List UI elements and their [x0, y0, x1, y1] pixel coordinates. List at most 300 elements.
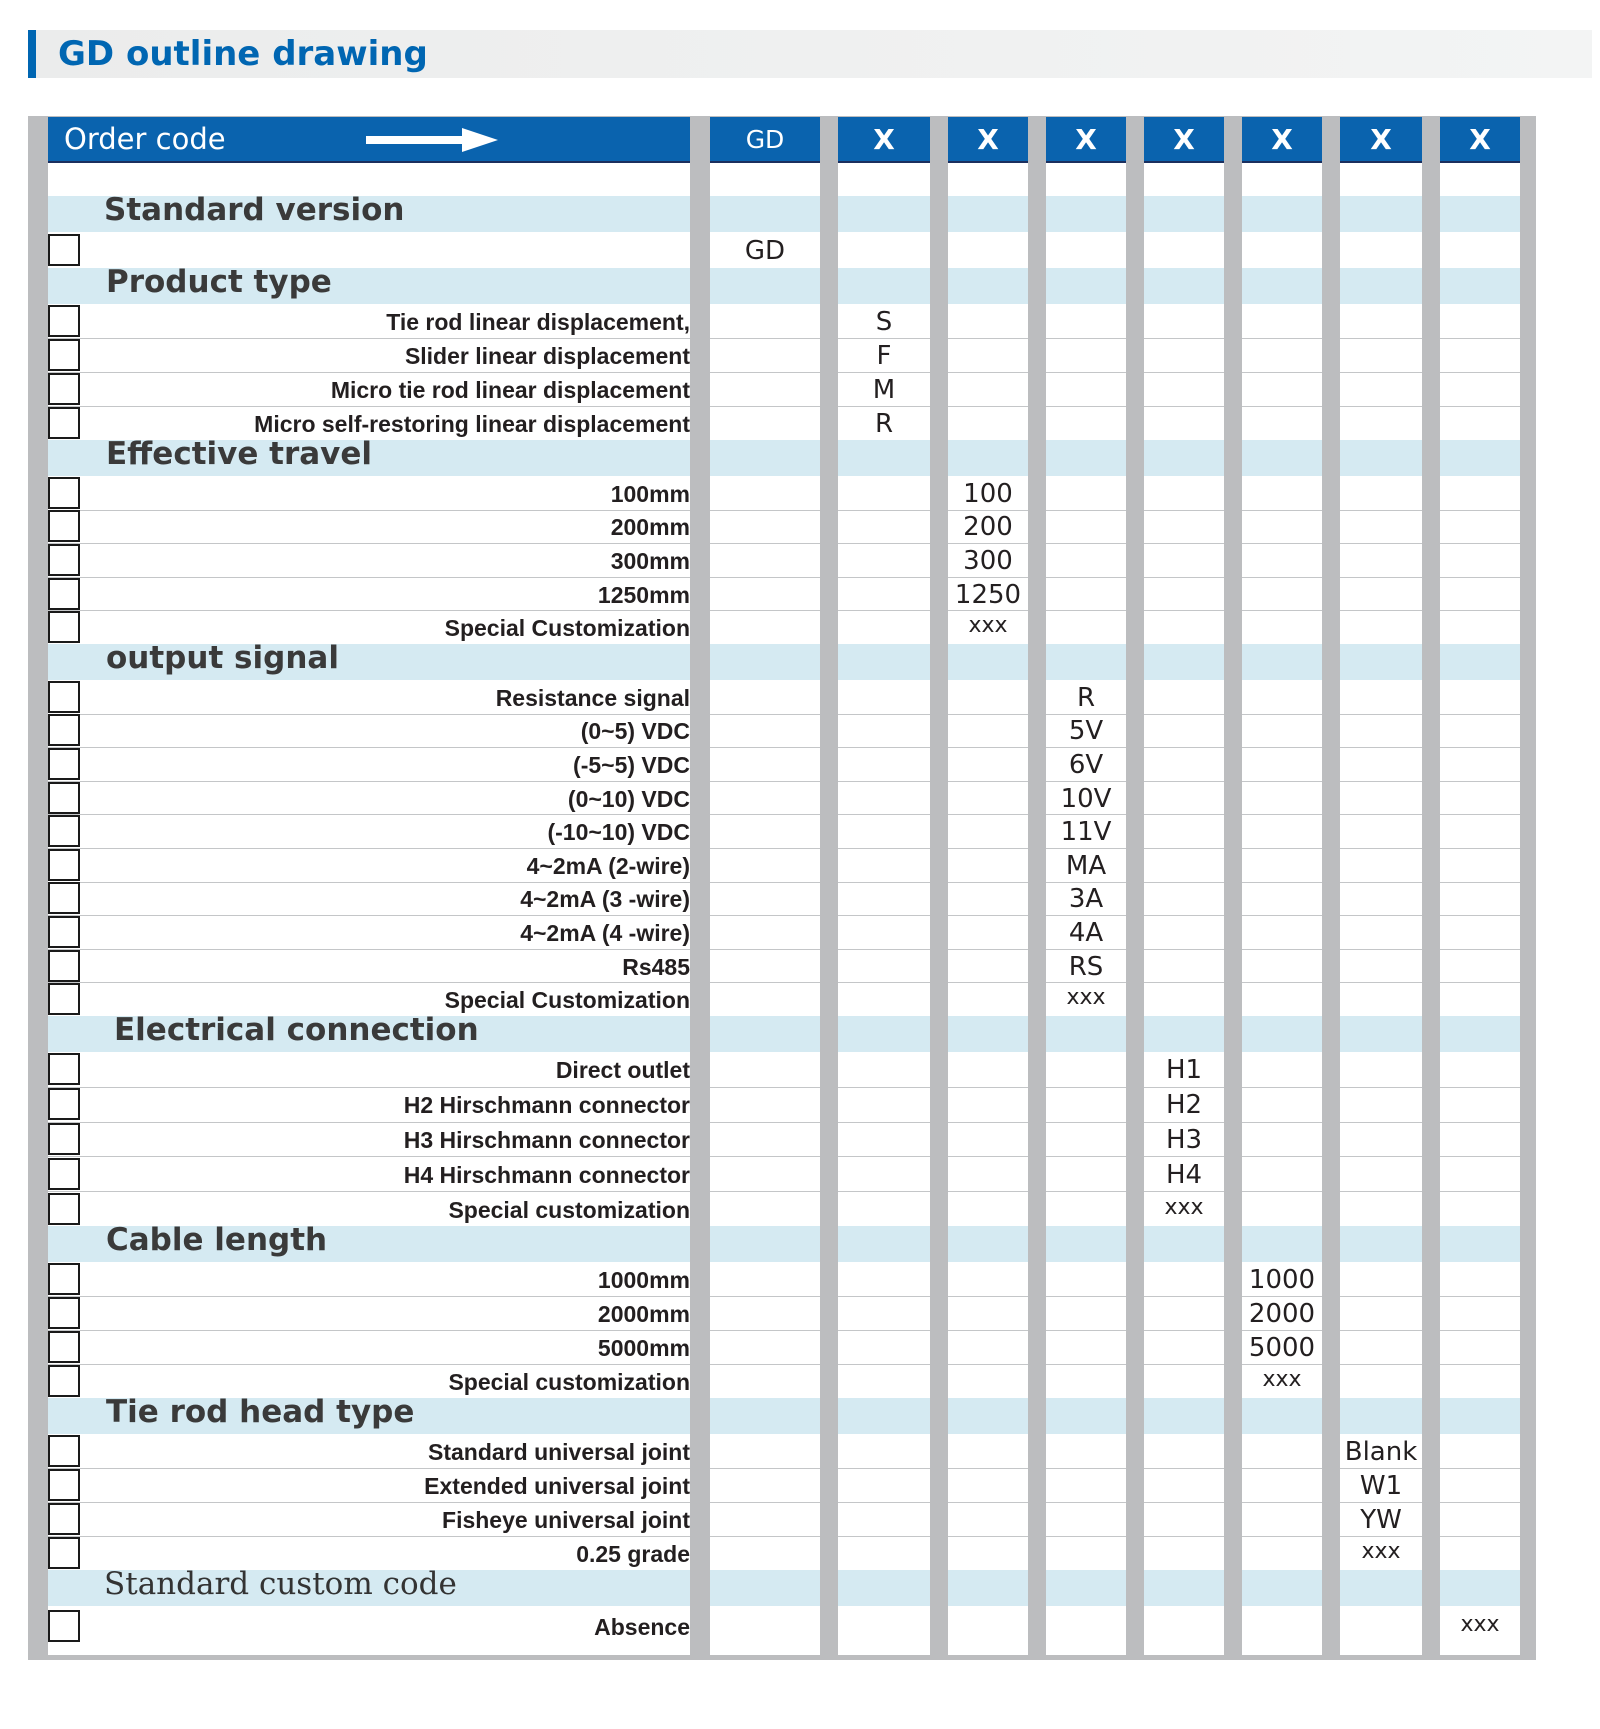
option-code: 3A — [1068, 884, 1104, 915]
section-band — [1340, 268, 1422, 304]
option-code: 11V — [1060, 817, 1112, 848]
row-divider — [1340, 1122, 1422, 1123]
row-divider — [948, 577, 1028, 578]
row-divider — [710, 949, 820, 950]
row-divider — [1242, 915, 1322, 916]
row-divider — [48, 714, 690, 715]
row-divider — [710, 781, 820, 782]
row-divider — [48, 1087, 690, 1088]
row-divider — [1242, 747, 1322, 748]
section-band — [948, 196, 1028, 232]
section-title: Cable length — [106, 1222, 328, 1258]
row-divider — [48, 949, 690, 950]
row-divider — [1440, 848, 1520, 849]
row-divider — [838, 915, 930, 916]
row-divider — [838, 747, 930, 748]
section-band — [1340, 644, 1422, 680]
option-code: 1250 — [954, 579, 1022, 610]
option-code: 2000 — [1248, 1299, 1316, 1329]
section-band — [710, 1016, 820, 1052]
row-divider — [1046, 982, 1126, 983]
option-code: R — [1076, 682, 1096, 713]
option-label: Extended universal joint — [424, 1473, 690, 1499]
row-divider — [710, 543, 820, 544]
option-code: 100 — [963, 478, 1013, 509]
row-divider — [948, 510, 1028, 511]
section-band — [838, 268, 930, 304]
row-divider — [48, 848, 690, 849]
row-divider — [1046, 1191, 1126, 1192]
arrow-right-icon — [366, 128, 498, 152]
header-code-column: GD — [710, 117, 820, 163]
option-code: 200 — [963, 512, 1013, 543]
option-code: H4 — [1165, 1159, 1203, 1190]
row-divider — [948, 1191, 1028, 1192]
section-band — [710, 1226, 820, 1262]
option-label: Micro self-restoring linear displacement — [254, 411, 690, 437]
option-code: R — [874, 409, 894, 439]
row-divider — [1440, 781, 1520, 782]
row-divider — [1440, 406, 1520, 407]
row-divider — [1144, 1156, 1224, 1157]
row-divider — [1144, 406, 1224, 407]
row-divider — [48, 747, 690, 748]
row-divider — [1242, 510, 1322, 511]
row-divider — [710, 747, 820, 748]
row-divider — [1242, 781, 1322, 782]
option-label: Special customization — [448, 1196, 690, 1223]
section-band — [948, 644, 1028, 680]
title-accent-bar — [28, 30, 36, 78]
option-code: Blank — [1344, 1437, 1418, 1467]
option-label: H2 Hirschmann connector — [403, 1092, 690, 1119]
option-code: 10V — [1060, 783, 1112, 814]
row-divider — [1440, 714, 1520, 715]
row-divider — [1242, 714, 1322, 715]
row-divider — [838, 1502, 930, 1503]
row-divider — [1440, 915, 1520, 916]
row-divider — [1046, 610, 1126, 611]
row-divider — [1242, 882, 1322, 883]
option-checkbox[interactable] — [48, 234, 80, 266]
option-label: Micro tie rod linear displacement — [330, 377, 690, 403]
option-code: xxx — [1460, 1612, 1500, 1637]
option-label: Resistance signal — [495, 684, 690, 711]
row-divider — [1440, 610, 1520, 611]
option-label: 4~2mA (3 -wire) — [520, 886, 690, 913]
row-divider — [1242, 1156, 1322, 1157]
row-divider — [1046, 915, 1126, 916]
row-divider — [710, 1156, 820, 1157]
row-divider — [1340, 1296, 1422, 1297]
section-band — [1046, 644, 1126, 680]
option-code: 1000 — [1248, 1265, 1316, 1295]
row-divider — [48, 982, 690, 983]
row-divider — [838, 1122, 930, 1123]
section-band — [1144, 440, 1224, 476]
row-divider — [948, 1122, 1028, 1123]
row-divider — [710, 1191, 820, 1192]
option-label: Absence — [594, 1614, 690, 1640]
row-divider — [1340, 982, 1422, 983]
option-label: 0.25 grade — [576, 1541, 690, 1567]
row-divider — [1340, 1087, 1422, 1088]
row-divider — [710, 882, 820, 883]
row-divider — [710, 848, 820, 849]
row-divider — [48, 406, 690, 407]
option-label: Standard universal joint — [428, 1439, 690, 1465]
section-band — [1340, 440, 1422, 476]
row-divider — [838, 1191, 930, 1192]
row-divider — [948, 982, 1028, 983]
section-band — [1046, 196, 1126, 232]
row-divider — [1144, 543, 1224, 544]
section-title: Standard custom code — [104, 1566, 457, 1602]
section-band — [948, 1226, 1028, 1262]
row-divider — [1144, 747, 1224, 748]
section-band — [1242, 440, 1322, 476]
row-divider — [838, 1330, 930, 1331]
row-divider — [1340, 1330, 1422, 1331]
row-divider — [1340, 1502, 1422, 1503]
row-divider — [1144, 338, 1224, 339]
row-divider — [1144, 781, 1224, 782]
row-divider — [1144, 1296, 1224, 1297]
section-band — [1242, 1226, 1322, 1262]
row-divider — [1242, 1296, 1322, 1297]
option-label: Fisheye universal joint — [442, 1507, 690, 1533]
row-divider — [710, 1296, 820, 1297]
row-divider — [48, 577, 690, 578]
row-divider — [838, 338, 930, 339]
section-band — [948, 1570, 1028, 1606]
section-band — [1046, 1016, 1126, 1052]
row-divider — [1046, 372, 1126, 373]
section-title: Tie rod head type — [106, 1394, 415, 1430]
row-divider — [838, 577, 930, 578]
section-band — [1440, 1570, 1520, 1606]
option-code: 300 — [963, 546, 1013, 576]
row-divider — [948, 1087, 1028, 1088]
page-title: GD outline drawing — [58, 34, 428, 74]
row-divider — [1046, 949, 1126, 950]
row-divider — [838, 848, 930, 849]
section-band — [1242, 1570, 1322, 1606]
option-code: 5000 — [1248, 1333, 1316, 1363]
option-label: 200mm — [610, 514, 690, 541]
row-divider — [1440, 1468, 1520, 1469]
header-code-column: X — [1340, 117, 1422, 163]
option-label: H3 Hirschmann connector — [403, 1127, 690, 1153]
row-divider — [1046, 1087, 1126, 1088]
row-divider — [948, 915, 1028, 916]
section-title: Standard version — [104, 192, 405, 228]
row-divider — [1340, 714, 1422, 715]
section-band — [948, 268, 1028, 304]
row-divider — [1440, 1087, 1520, 1088]
section-band — [710, 440, 820, 476]
section-band — [1046, 268, 1126, 304]
row-divider — [48, 543, 690, 544]
section-band — [710, 268, 820, 304]
header-code-column: X — [838, 117, 930, 163]
row-divider — [710, 1468, 820, 1469]
row-divider — [1340, 747, 1422, 748]
row-divider — [1242, 1536, 1322, 1537]
section-band — [1440, 1398, 1520, 1434]
option-code: 4A — [1068, 918, 1104, 948]
row-divider — [1046, 848, 1126, 849]
option-label: (-10~10) VDC — [547, 819, 690, 846]
row-divider — [1144, 1468, 1224, 1469]
row-divider — [838, 510, 930, 511]
row-divider — [1046, 714, 1126, 715]
row-divider — [48, 1536, 690, 1537]
row-divider — [1340, 372, 1422, 373]
option-label: Tie rod linear displacement, — [386, 309, 690, 335]
section-band — [838, 1570, 930, 1606]
section-title: Effective travel — [106, 436, 373, 472]
row-divider — [1440, 577, 1520, 578]
row-divider — [710, 610, 820, 611]
row-divider — [1144, 814, 1224, 815]
option-code: xxx — [1164, 1194, 1204, 1220]
row-divider — [710, 372, 820, 373]
row-divider — [838, 1364, 930, 1365]
row-divider — [48, 1364, 690, 1365]
section-band — [1340, 1016, 1422, 1052]
row-divider — [838, 949, 930, 950]
row-divider — [948, 1502, 1028, 1503]
row-divider — [1144, 949, 1224, 950]
section-band — [1440, 1016, 1520, 1052]
row-divider — [1340, 1468, 1422, 1469]
option-code: H3 — [1165, 1125, 1203, 1155]
row-divider — [1340, 543, 1422, 544]
row-divider — [710, 1087, 820, 1088]
row-divider — [1340, 338, 1422, 339]
row-divider — [710, 338, 820, 339]
header-code-column: X — [1242, 117, 1322, 163]
option-label: 4~2mA (2-wire) — [526, 852, 690, 879]
row-divider — [948, 714, 1028, 715]
option-label: 1250mm — [597, 581, 690, 608]
row-divider — [1046, 338, 1126, 339]
row-divider — [1144, 882, 1224, 883]
row-divider — [1144, 848, 1224, 849]
row-divider — [1144, 1502, 1224, 1503]
option-code: xxx — [1066, 985, 1106, 1011]
section-band — [948, 1016, 1028, 1052]
row-divider — [48, 814, 690, 815]
row-divider — [948, 1468, 1028, 1469]
section-band — [1440, 196, 1520, 232]
section-band — [838, 1226, 930, 1262]
row-divider — [1046, 1330, 1126, 1331]
row-divider — [1046, 882, 1126, 883]
section-band — [1242, 1016, 1322, 1052]
section-band — [1340, 1398, 1422, 1434]
row-divider — [48, 781, 690, 782]
row-divider — [1340, 1156, 1422, 1157]
row-divider — [838, 982, 930, 983]
option-label: Slider linear displacement — [404, 343, 690, 369]
row-divider — [1046, 1536, 1126, 1537]
row-divider — [48, 1468, 690, 1469]
option-label: 4~2mA (4 -wire) — [520, 920, 690, 946]
option-code: MA — [1065, 850, 1107, 881]
row-divider — [1242, 982, 1322, 983]
section-title: Electrical connection — [114, 1012, 479, 1048]
row-divider — [1340, 949, 1422, 950]
option-code: S — [875, 307, 893, 337]
section-title: output signal — [106, 640, 339, 676]
option-label: Rs485 — [622, 953, 690, 980]
row-divider — [1340, 577, 1422, 578]
row-divider — [1144, 1191, 1224, 1192]
row-divider — [1144, 610, 1224, 611]
row-divider — [838, 543, 930, 544]
row-divider — [1340, 848, 1422, 849]
row-divider — [1242, 577, 1322, 578]
section-band — [1144, 196, 1224, 232]
row-divider — [948, 543, 1028, 544]
row-divider — [948, 1364, 1028, 1365]
row-divider — [1440, 1364, 1520, 1365]
row-divider — [710, 814, 820, 815]
row-divider — [1440, 338, 1520, 339]
row-divider — [710, 1536, 820, 1537]
section-band — [1144, 1570, 1224, 1606]
row-divider — [1440, 1296, 1520, 1297]
option-code: 6V — [1068, 750, 1104, 780]
row-divider — [1242, 1330, 1322, 1331]
header-code-column: X — [1144, 117, 1224, 163]
row-divider — [48, 1330, 690, 1331]
row-divider — [1242, 1364, 1322, 1365]
row-divider — [1340, 1191, 1422, 1192]
row-divider — [1046, 1122, 1126, 1123]
section-band — [1242, 268, 1322, 304]
row-divider — [1340, 1364, 1422, 1365]
row-divider — [1144, 714, 1224, 715]
section-band — [838, 1016, 930, 1052]
header-code-column: X — [948, 117, 1028, 163]
row-divider — [1340, 510, 1422, 511]
row-divider — [1046, 747, 1126, 748]
row-divider — [1144, 510, 1224, 511]
section-band — [1144, 644, 1224, 680]
section-band — [1440, 644, 1520, 680]
header-code-column: X — [1046, 117, 1126, 163]
row-divider — [1046, 781, 1126, 782]
section-band — [710, 1570, 820, 1606]
option-label: H4 Hirschmann connector — [403, 1161, 690, 1188]
section-band — [948, 440, 1028, 476]
row-divider — [838, 714, 930, 715]
section-band — [1340, 1226, 1422, 1262]
row-divider — [48, 915, 690, 916]
option-code: xxx — [1262, 1367, 1302, 1392]
row-divider — [48, 1156, 690, 1157]
row-divider — [838, 882, 930, 883]
option-code: RS — [1068, 951, 1104, 982]
option-code: H2 — [1165, 1090, 1203, 1121]
option-label: Special Customization — [444, 987, 690, 1014]
row-divider — [1340, 814, 1422, 815]
row-divider — [1144, 982, 1224, 983]
row-divider — [838, 1156, 930, 1157]
section-band — [1144, 1398, 1224, 1434]
row-divider — [948, 747, 1028, 748]
row-divider — [1046, 406, 1126, 407]
row-divider — [1440, 747, 1520, 748]
row-divider — [838, 1468, 930, 1469]
section-title: Product type — [106, 264, 332, 300]
row-divider — [948, 781, 1028, 782]
row-divider — [48, 610, 690, 611]
option-label: 1000mm — [597, 1267, 690, 1293]
row-divider — [1144, 577, 1224, 578]
section-band — [1340, 196, 1422, 232]
row-divider — [1340, 882, 1422, 883]
option-label: 100mm — [610, 480, 690, 507]
section-band — [1144, 1226, 1224, 1262]
row-divider — [1440, 1536, 1520, 1537]
option-label: 5000mm — [597, 1335, 690, 1361]
row-divider — [710, 1502, 820, 1503]
row-divider — [1046, 1468, 1126, 1469]
row-divider — [948, 372, 1028, 373]
option-label: (0~10) VDC — [567, 785, 690, 812]
option-code: GD — [744, 236, 786, 266]
section-band — [838, 196, 930, 232]
row-divider — [1340, 406, 1422, 407]
row-divider — [838, 1536, 930, 1537]
row-divider — [1046, 1296, 1126, 1297]
row-divider — [1242, 814, 1322, 815]
section-band — [1046, 1570, 1126, 1606]
option-code: M — [872, 375, 896, 405]
row-divider — [1144, 1330, 1224, 1331]
row-divider — [1242, 338, 1322, 339]
row-divider — [1440, 949, 1520, 950]
row-divider — [710, 1364, 820, 1365]
option-code: W1 — [1359, 1471, 1403, 1501]
row-divider — [1242, 848, 1322, 849]
section-band — [1046, 440, 1126, 476]
row-divider — [948, 882, 1028, 883]
row-divider — [838, 1087, 930, 1088]
section-band — [1440, 440, 1520, 476]
row-divider — [838, 781, 930, 782]
option-label: Direct outlet — [555, 1057, 690, 1084]
row-divider — [1340, 915, 1422, 916]
section-band — [1242, 644, 1322, 680]
section-band — [838, 1398, 930, 1434]
option-label: (0~5) VDC — [580, 718, 690, 745]
header-code-column: X — [1440, 117, 1520, 163]
row-divider — [1242, 543, 1322, 544]
row-divider — [1144, 1364, 1224, 1365]
row-divider — [1144, 1122, 1224, 1123]
row-divider — [948, 949, 1028, 950]
row-divider — [948, 1330, 1028, 1331]
row-divider — [1046, 543, 1126, 544]
row-divider — [1046, 577, 1126, 578]
row-divider — [1340, 1536, 1422, 1537]
row-divider — [1242, 610, 1322, 611]
